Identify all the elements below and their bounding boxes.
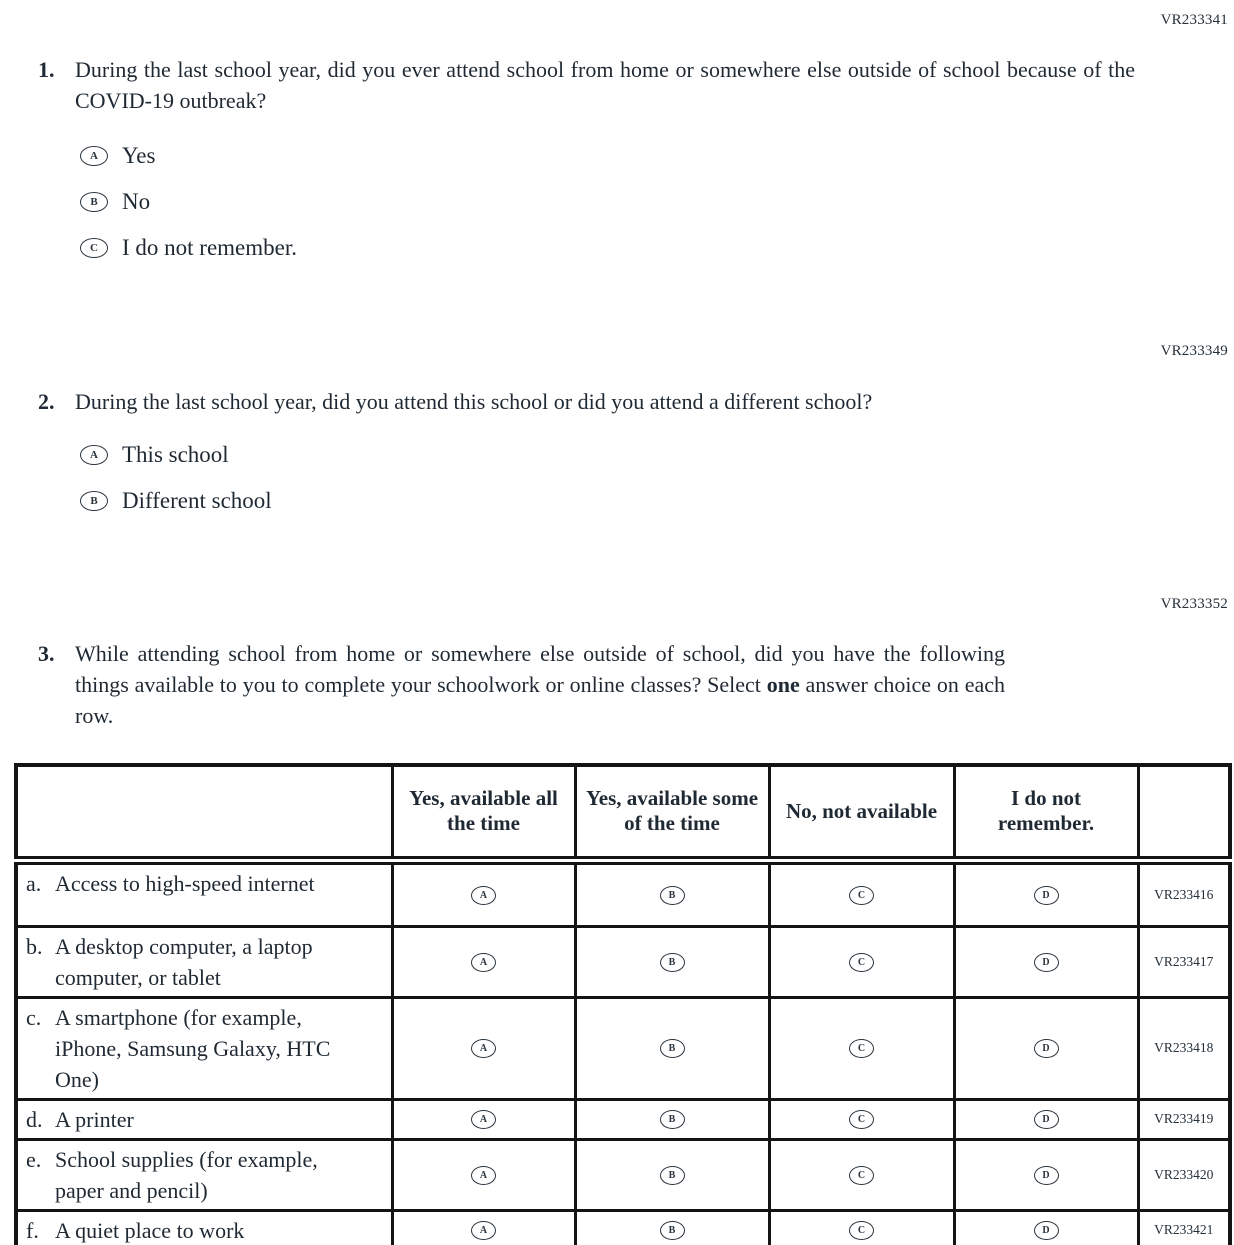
question-3-response-grid xyxy=(14,763,1232,1245)
header-yes-some-of-the-time: Yes, available some of the time xyxy=(575,765,769,860)
table-row-d xyxy=(16,1099,1230,1139)
question-1 xyxy=(38,54,1135,281)
row-d-cell-C xyxy=(769,1099,954,1139)
option-label-q2-b: Different school xyxy=(122,488,272,513)
row-a-cell-A xyxy=(392,860,575,926)
row-c-cell-B xyxy=(575,997,769,1099)
question-3-text-before: While attending school from home or somewhere else outside of school, did you have the following things available to you to complete your schoolwork or online classes? Select xyxy=(75,641,1005,697)
header-empty-vr-cell xyxy=(1138,765,1230,860)
row-f-vr-code: VR233421 xyxy=(1138,1210,1230,1245)
row-e-cell-A xyxy=(392,1139,575,1210)
table-row-f xyxy=(16,1210,1230,1245)
question-2-number: 2. xyxy=(38,389,55,414)
row-d-item xyxy=(16,1099,392,1139)
row-b-vr-code: VR233417 xyxy=(1138,926,1230,997)
option-label-q1-b: No xyxy=(122,189,151,214)
row-d-cell-B xyxy=(575,1099,769,1139)
header-i-do-not-remember: I do not remember. xyxy=(954,765,1138,860)
row-a-cell-B xyxy=(575,860,769,926)
table-row-b xyxy=(16,926,1230,997)
bubble-row-d-col-B[interactable]: B xyxy=(660,1110,685,1129)
bubble-row-c-col-C[interactable]: C xyxy=(849,1039,874,1058)
vr-code-question-2: VR233349 xyxy=(1160,343,1228,359)
row-a-letter: a. xyxy=(26,870,42,896)
row-d-letter: d. xyxy=(26,1106,43,1132)
bubble-row-f-col-C[interactable]: C xyxy=(849,1221,874,1240)
bubble-row-e-col-D[interactable]: D xyxy=(1034,1166,1059,1185)
row-c-item xyxy=(16,997,392,1099)
row-f-item xyxy=(16,1210,392,1245)
row-f-cell-B xyxy=(575,1210,769,1245)
option-label-q2-a: This school xyxy=(122,442,229,467)
question-1-number: 1. xyxy=(38,57,55,82)
bubble-row-d-col-A[interactable]: A xyxy=(471,1110,496,1129)
row-c-letter: c. xyxy=(26,1004,42,1030)
header-yes-all-the-time: Yes, available all the time xyxy=(392,765,575,860)
row-a-cell-D xyxy=(954,860,1138,926)
bubble-row-d-col-D[interactable]: D xyxy=(1034,1110,1059,1129)
bubble-row-b-col-B[interactable]: B xyxy=(660,953,685,972)
bubble-row-f-col-A[interactable]: A xyxy=(471,1221,496,1240)
question-2-option-b xyxy=(80,488,1125,513)
option-label-q1-a: Yes xyxy=(122,143,156,168)
bubble-row-e-col-B[interactable]: B xyxy=(660,1166,685,1185)
row-e-cell-B xyxy=(575,1139,769,1210)
row-c-cell-C xyxy=(769,997,954,1099)
row-d-cell-D xyxy=(954,1099,1138,1139)
bubble-row-b-col-A[interactable]: A xyxy=(471,953,496,972)
bubble-row-a-col-C[interactable]: C xyxy=(849,886,874,905)
bubble-row-a-col-B[interactable]: B xyxy=(660,886,685,905)
table-row-c xyxy=(16,997,1230,1099)
question-3-bold-word: one xyxy=(766,672,800,697)
option-bubble-q1-c[interactable]: C xyxy=(80,238,108,258)
option-bubble-q2-b[interactable]: B xyxy=(80,491,108,511)
row-a-vr-code: VR233416 xyxy=(1138,860,1230,926)
vr-code-question-3: VR233352 xyxy=(1160,596,1228,612)
row-b-letter: b. xyxy=(26,933,43,959)
bubble-row-b-col-D[interactable]: D xyxy=(1034,953,1059,972)
bubble-row-c-col-B[interactable]: B xyxy=(660,1039,685,1058)
option-label-q1-c: I do not remember. xyxy=(122,235,298,260)
row-e-cell-D xyxy=(954,1139,1138,1210)
grid-header-row xyxy=(16,765,1230,860)
row-b-item xyxy=(16,926,392,997)
question-3 xyxy=(38,638,1005,731)
bubble-row-a-col-D[interactable]: D xyxy=(1034,886,1059,905)
question-1-options xyxy=(38,143,1135,260)
question-1-option-b xyxy=(80,189,1135,214)
vr-code-question-1: VR233341 xyxy=(1160,12,1228,28)
header-empty-item-cell xyxy=(16,765,392,860)
question-1-text: During the last school year, did you ever attend school from home or somewhere else outside of school because of the COVID-19 outbreak? xyxy=(75,57,1135,113)
row-b-cell-C xyxy=(769,926,954,997)
row-c-cell-D xyxy=(954,997,1138,1099)
row-b-label: A desktop computer, a laptop computer, or tablet xyxy=(55,933,313,990)
bubble-row-b-col-C[interactable]: C xyxy=(849,953,874,972)
table-row-e xyxy=(16,1139,1230,1210)
question-3-number: 3. xyxy=(38,641,55,666)
row-e-label: School supplies (for example, paper and pencil) xyxy=(55,1146,318,1203)
bubble-row-a-col-A[interactable]: A xyxy=(471,886,496,905)
question-3-text xyxy=(75,638,1005,731)
row-f-cell-D xyxy=(954,1210,1138,1245)
question-2-options xyxy=(38,442,1125,513)
table-row-a xyxy=(16,860,1230,926)
bubble-row-e-col-C[interactable]: C xyxy=(849,1166,874,1185)
bubble-row-d-col-C[interactable]: C xyxy=(849,1110,874,1129)
row-d-cell-A xyxy=(392,1099,575,1139)
row-d-vr-code: VR233419 xyxy=(1138,1099,1230,1139)
row-f-letter: f. xyxy=(26,1217,39,1243)
bubble-row-c-col-D[interactable]: D xyxy=(1034,1039,1059,1058)
row-c-vr-code: VR233418 xyxy=(1138,997,1230,1099)
question-2 xyxy=(38,386,1125,534)
bubble-row-c-col-A[interactable]: A xyxy=(471,1039,496,1058)
row-c-cell-A xyxy=(392,997,575,1099)
bubble-row-f-col-B[interactable]: B xyxy=(660,1221,685,1240)
row-f-cell-A xyxy=(392,1210,575,1245)
row-c-label: A smartphone (for example, iPhone, Samsung Galaxy, HTC One) xyxy=(55,1004,331,1092)
row-a-item xyxy=(16,860,392,926)
row-b-cell-A xyxy=(392,926,575,997)
row-e-letter: e. xyxy=(26,1146,42,1172)
row-b-cell-B xyxy=(575,926,769,997)
question-3-text-after: answer choice on each row. xyxy=(75,672,1005,728)
row-a-cell-C xyxy=(769,860,954,926)
row-b-cell-D xyxy=(954,926,1138,997)
option-bubble-q1-a[interactable]: A xyxy=(80,146,108,166)
question-2-text: During the last school year, did you attend this school or did you attend a different school? xyxy=(75,389,873,414)
row-e-cell-C xyxy=(769,1139,954,1210)
row-e-item xyxy=(16,1139,392,1210)
row-f-cell-C xyxy=(769,1210,954,1245)
bubble-row-f-col-D[interactable]: D xyxy=(1034,1221,1059,1240)
question-1-option-a xyxy=(80,143,1135,168)
row-d-label: A printer xyxy=(55,1106,134,1132)
bubble-row-e-col-A[interactable]: A xyxy=(471,1166,496,1185)
header-no-not-available: No, not available xyxy=(769,765,954,860)
row-a-label: Access to high-speed internet xyxy=(55,870,315,896)
option-bubble-q1-b[interactable]: B xyxy=(80,192,108,212)
row-e-vr-code: VR233420 xyxy=(1138,1139,1230,1210)
question-1-option-c xyxy=(80,235,1135,260)
option-bubble-q2-a[interactable]: A xyxy=(80,445,108,465)
question-2-option-a xyxy=(80,442,1125,467)
row-f-label: A quiet place to work xyxy=(55,1217,245,1243)
